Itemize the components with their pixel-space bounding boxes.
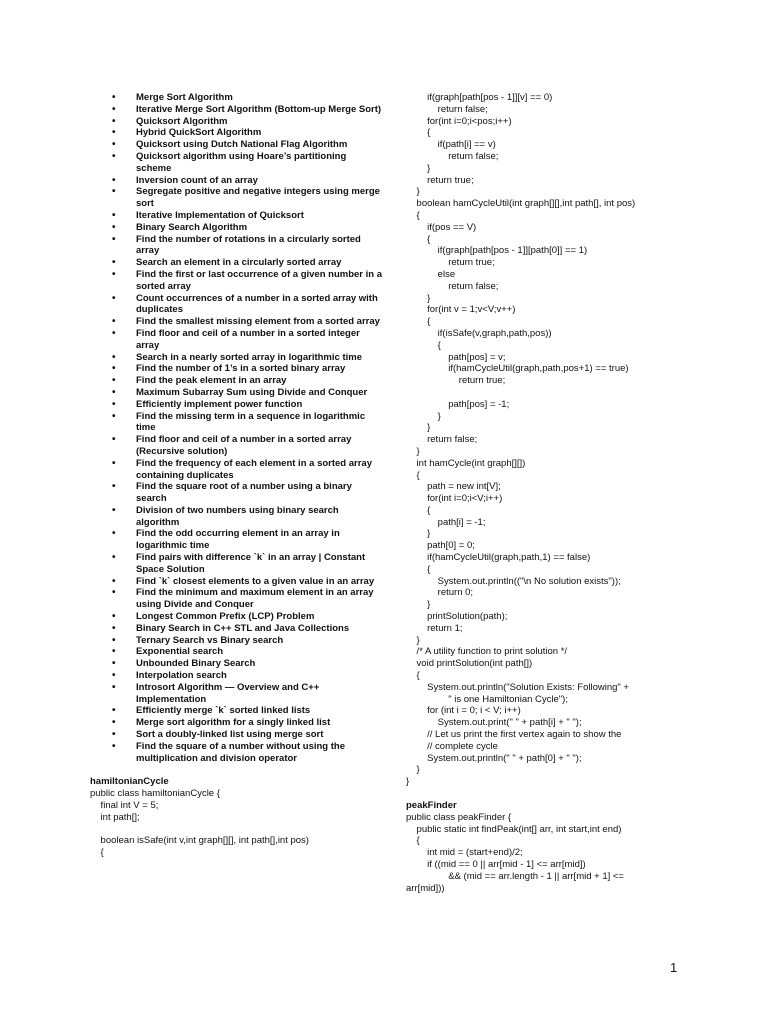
list-item: • Merge Sort Algorithm xyxy=(90,92,382,104)
list-item: • Division of two numbers using binary search algorithm xyxy=(90,505,382,529)
hamiltonian-code-part1: public class hamiltonianCycle { final int V = 5; int path[]; boolean isSafe(int v,int graph[][], int path[],int pos) { xyxy=(90,788,309,859)
list-item: • Efficiently merge `k` sorted linked lists xyxy=(90,705,382,717)
list-item: • Inversion count of an array xyxy=(90,175,382,187)
peakfinder-code: public class peakFinder { public static int findPeak(int[] arr, int start,int end) { int mid = (start+end)/2; if ((mid == 0 || arr[mid - 1] <= arr[mid]) && (mid == arr.length - 1 || arr[mid + 1] <= arr[mid])) xyxy=(406,811,624,894)
list-item: • Find the number of rotations in a circularly sorted array xyxy=(90,234,382,258)
list-item: • Unbounded Binary Search xyxy=(90,658,382,670)
list-item: • Count occurrences of a number in a sorted array with duplicates xyxy=(90,293,382,317)
algorithm-list xyxy=(90,92,382,764)
list-item: • Iterative Merge Sort Algorithm (Bottom-up Merge Sort) xyxy=(90,104,382,116)
list-item: • Binary Search in C++ STL and Java Collections xyxy=(90,623,382,635)
list-item: • Quicksort Algorithm xyxy=(90,116,382,128)
list-item: • Find the frequency of each element in a sorted array containing duplicates xyxy=(90,458,382,482)
list-item: • Find the minimum and maximum element in an array using Divide and Conquer xyxy=(90,587,382,611)
list-item: • Quicksort using Dutch National Flag Algorithm xyxy=(90,139,382,151)
list-item: • Find floor and ceil of a number in a sorted array (Recursive solution) xyxy=(90,434,382,458)
hamiltonian-heading: hamiltonianCycle xyxy=(90,776,169,788)
list-item: • Find the square root of a number using a binary search xyxy=(90,481,382,505)
list-item: • Interpolation search xyxy=(90,670,382,682)
peakfinder-heading: peakFinder xyxy=(406,800,457,812)
hamiltonian-code-part2: if(graph[path[pos - 1]][v] == 0) return false; for(int i=0;i<pos;i++) { if(path[i] == v) return false; } return true; } boolean hamCycleUtil(int graph[][],int path[], int pos) { if(pos == V) { if(graph[path[pos - 1]][path[0]] == 1) return true; else return false; } for(int v = 1;v<V;v++) { if(isSafe(v,graph,path,pos)) { path[pos] = v; if(hamCycleUtil(graph,path,pos+1) == true) return true; path[pos] = -1; } } return false; } int hamCycle(int graph[][]) { path = new int[V]; for(int i=0;i<V;i++) { path[i] = -1; } path[0] = 0; if(hamCycleUtil(graph,path,1) == false) { System.out.println(("\n No solution exists")); return 0; } printSolution(path); return 1; } /* A utility function to print solution */ void printSolution(int path[]) { System.out.println("Solution Exists: Following" + " is one Hamiltonian Cycle"); for (int i = 0; i < V; i++) System.out.print(" " + path[i] + " "); // Let us print the first vertex again to show the // complete cycle System.out.println(" " + path[0] + " "); } } xyxy=(406,92,636,788)
list-item: • Find the smallest missing element from a sorted array xyxy=(90,316,382,328)
list-item: • Longest Common Prefix (LCP) Problem xyxy=(90,611,382,623)
list-item: • Find floor and ceil of a number in a sorted integer array xyxy=(90,328,382,352)
list-item: • Find the peak element in an array xyxy=(90,375,382,387)
list-item: • Find the odd occurring element in an array in logarithmic time xyxy=(90,528,382,552)
list-item: • Search an element in a circularly sorted array xyxy=(90,257,382,269)
list-item: • Find the missing term in a sequence in logarithmic time xyxy=(90,411,382,435)
list-item: • Exponential search xyxy=(90,646,382,658)
list-item: • Ternary Search vs Binary search xyxy=(90,635,382,647)
list-item: • Find pairs with difference `k` in an array | Constant Space Solution xyxy=(90,552,382,576)
list-item: • Introsort Algorithm — Overview and C++ Implementation xyxy=(90,682,382,706)
list-item: • Find the number of 1’s in a sorted binary array xyxy=(90,363,382,375)
list-item: • Segregate positive and negative integers using merge sort xyxy=(90,186,382,210)
list-item: • Find the first or last occurrence of a given number in a sorted array xyxy=(90,269,382,293)
list-item: • Hybrid QuickSort Algorithm xyxy=(90,127,382,139)
list-item: • Iterative Implementation of Quicksort xyxy=(90,210,382,222)
list-item: • Binary Search Algorithm xyxy=(90,222,382,234)
list-item: • Quicksort algorithm using Hoare’s partitioning scheme xyxy=(90,151,382,175)
list-item: • Search in a nearly sorted array in logarithmic time xyxy=(90,352,382,364)
list-item: • Find the square of a number without using the multiplication and division operator xyxy=(90,741,382,765)
list-item: • Find `k` closest elements to a given value in an array xyxy=(90,576,382,588)
list-item: • Merge sort algorithm for a singly linked list xyxy=(90,717,382,729)
page-number: 1 xyxy=(670,960,678,975)
list-item: • Maximum Subarray Sum using Divide and Conquer xyxy=(90,387,382,399)
list-item: • Efficiently implement power function xyxy=(90,399,382,411)
left-column xyxy=(90,92,382,859)
list-item: • Sort a doubly-linked list using merge sort xyxy=(90,729,382,741)
right-column xyxy=(406,92,746,894)
